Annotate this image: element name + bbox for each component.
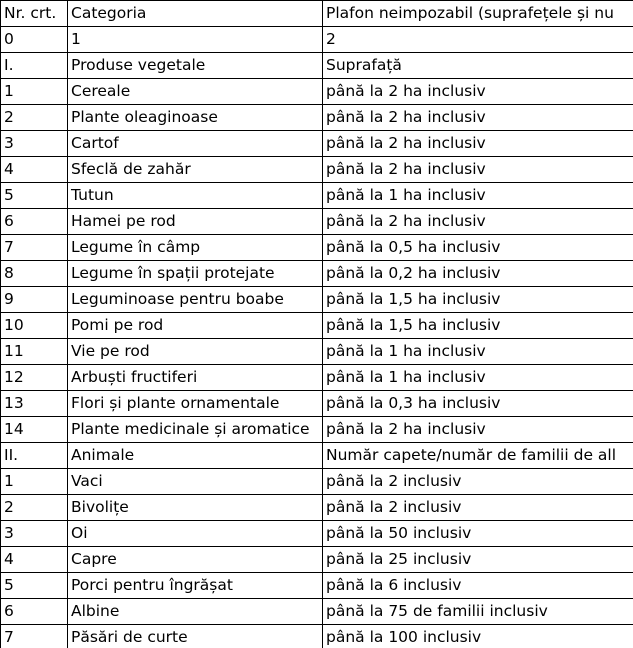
cell-plafon: până la 2 inclusiv (323, 469, 633, 495)
table-row (1, 287, 633, 313)
cell-categoria: Hamei pe rod (68, 209, 323, 235)
cell-nr-crt: 7 (1, 625, 68, 648)
table-row (1, 521, 633, 547)
table-row (1, 261, 633, 287)
cell-nr-crt: II. (1, 443, 68, 469)
cell-nr-crt: 6 (1, 599, 68, 625)
cell-categoria: Bivolițe (68, 495, 323, 521)
cell-categoria: Capre (68, 547, 323, 573)
cell-plafon: până la 50 inclusiv (323, 521, 633, 547)
cell-categoria: Păsări de curte (68, 625, 323, 648)
table-row (1, 313, 633, 339)
header-row (1, 1, 633, 27)
cell-plafon: până la 1 ha inclusiv (323, 183, 633, 209)
cell-nr-crt: 7 (1, 235, 68, 261)
cell-plafon: până la 0,5 ha inclusiv (323, 235, 633, 261)
cell-plafon: până la 2 ha inclusiv (323, 105, 633, 131)
table-row (1, 599, 633, 625)
cell-nr-crt: 0 (1, 27, 68, 53)
cell-nr-crt: I. (1, 53, 68, 79)
cell-plafon: până la 2 ha inclusiv (323, 131, 633, 157)
table-row (1, 183, 633, 209)
header-plafon: Plafon neimpozabil (suprafețele și nu (323, 1, 633, 27)
cell-plafon: până la 2 ha inclusiv (323, 209, 633, 235)
cell-categoria: Albine (68, 599, 323, 625)
table-row (1, 443, 633, 469)
table-row (1, 573, 633, 599)
table-body (1, 27, 633, 648)
cell-nr-crt: 12 (1, 365, 68, 391)
cell-categoria: Plante oleaginoase (68, 105, 323, 131)
cell-nr-crt: 2 (1, 495, 68, 521)
table-row (1, 547, 633, 573)
table-row (1, 209, 633, 235)
cell-categoria: Produse vegetale (68, 53, 323, 79)
table-row (1, 157, 633, 183)
cell-plafon: până la 0,2 ha inclusiv (323, 261, 633, 287)
cell-categoria: Vie pe rod (68, 339, 323, 365)
table-row (1, 27, 633, 53)
cell-categoria: Legume în spații protejate (68, 261, 323, 287)
cell-plafon: până la 2 ha inclusiv (323, 417, 633, 443)
cell-plafon: până la 1,5 ha inclusiv (323, 287, 633, 313)
cell-categoria: Porci pentru îngrășat (68, 573, 323, 599)
cell-plafon: până la 100 inclusiv (323, 625, 633, 648)
cell-nr-crt: 1 (1, 79, 68, 105)
cell-categoria: Pomi pe rod (68, 313, 323, 339)
cell-nr-crt: 14 (1, 417, 68, 443)
cell-plafon: până la 2 ha inclusiv (323, 79, 633, 105)
cell-plafon: până la 1,5 ha inclusiv (323, 313, 633, 339)
cell-plafon: 2 (323, 27, 633, 53)
cell-categoria: 1 (68, 27, 323, 53)
cell-nr-crt: 4 (1, 157, 68, 183)
cell-categoria: Vaci (68, 469, 323, 495)
cell-nr-crt: 1 (1, 469, 68, 495)
cell-plafon: până la 1 ha inclusiv (323, 339, 633, 365)
cell-plafon: Număr capete/număr de familii de all (323, 443, 633, 469)
cell-plafon: până la 25 inclusiv (323, 547, 633, 573)
table-row (1, 131, 633, 157)
cell-plafon: până la 0,3 ha inclusiv (323, 391, 633, 417)
cell-categoria: Sfeclă de zahăr (68, 157, 323, 183)
cell-nr-crt: 6 (1, 209, 68, 235)
cell-nr-crt: 13 (1, 391, 68, 417)
cell-categoria: Leguminoase pentru boabe (68, 287, 323, 313)
cell-nr-crt: 11 (1, 339, 68, 365)
table-row (1, 235, 633, 261)
cell-categoria: Arbuști fructiferi (68, 365, 323, 391)
cell-nr-crt: 5 (1, 573, 68, 599)
cell-categoria: Cereale (68, 79, 323, 105)
cell-nr-crt: 9 (1, 287, 68, 313)
cell-nr-crt: 3 (1, 521, 68, 547)
table-row (1, 79, 633, 105)
table-row (1, 105, 633, 131)
table-row (1, 625, 633, 648)
cell-categoria: Legume în câmp (68, 235, 323, 261)
cell-categoria: Tutun (68, 183, 323, 209)
table-row (1, 365, 633, 391)
cell-plafon: până la 1 ha inclusiv (323, 365, 633, 391)
cell-nr-crt: 5 (1, 183, 68, 209)
header-nr-crt: Nr. crt. (1, 1, 68, 27)
table-row (1, 53, 633, 79)
cell-plafon: până la 2 ha inclusiv (323, 157, 633, 183)
table-row (1, 339, 633, 365)
table-row (1, 469, 633, 495)
cell-categoria: Cartof (68, 131, 323, 157)
cell-nr-crt: 8 (1, 261, 68, 287)
cell-nr-crt: 2 (1, 105, 68, 131)
table-row (1, 391, 633, 417)
table-row (1, 495, 633, 521)
cell-categoria: Flori și plante ornamentale (68, 391, 323, 417)
cell-categoria: Animale (68, 443, 323, 469)
cell-nr-crt: 10 (1, 313, 68, 339)
cell-categoria: Oi (68, 521, 323, 547)
cell-plafon: până la 75 de familii inclusiv (323, 599, 633, 625)
cell-plafon: până la 2 inclusiv (323, 495, 633, 521)
cell-plafon: până la 6 inclusiv (323, 573, 633, 599)
cell-plafon: Suprafață (323, 53, 633, 79)
cell-nr-crt: 3 (1, 131, 68, 157)
header-categoria: Categoria (68, 1, 323, 27)
table-row (1, 417, 633, 443)
cell-nr-crt: 4 (1, 547, 68, 573)
cell-categoria: Plante medicinale și aromatice (68, 417, 323, 443)
